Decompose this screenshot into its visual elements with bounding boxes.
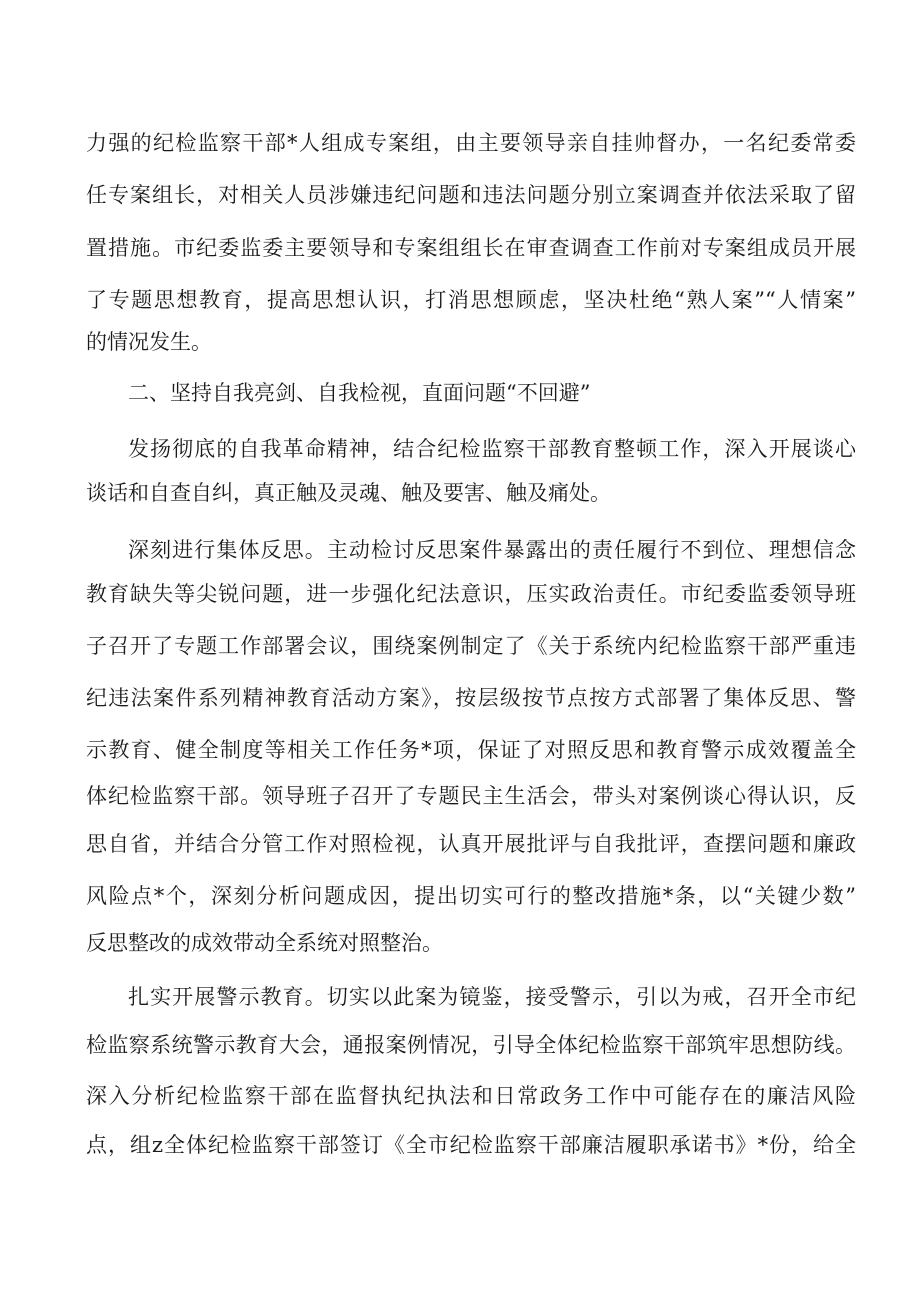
text-line: 示教育、健全制度等相关工作任务*项，保证了对照反思和教育警示成效覆盖全	[86, 738, 856, 762]
text-line: 的情况发生。	[86, 330, 212, 354]
section-heading: 二、坚持自我亮剑、自我检视，直面问题“不回避”	[128, 381, 591, 405]
text-line: 置措施。市纪委监委主要领导和专案组组长在审查调查工作前对专案组成员开展	[86, 236, 856, 260]
text-line: 深刻进行集体反思。主动检讨反思案件暴露出的责任履行不到位、理想信念	[128, 538, 856, 562]
text-line: 纪违法案件系列精神教育活动方案》，按层级按节点按方式部署了集体反思、警	[86, 686, 856, 710]
text-line: 思自省，并结合分管工作对照检视，认真开展批评与自我批评，查摆问题和廉政	[86, 832, 856, 856]
text-line: 教育缺失等尖锐问题，进一步强化纪法意识，压实政治责任。市纪委监委领导班	[86, 582, 856, 606]
text-line: 扎实开展警示教育。切实以此案为镜鉴，接受警示，引以为戒，召开全市纪	[128, 985, 856, 1009]
text-line: 点，组z全体纪检监察干部签订《全市纪检监察干部廉洁履职承诺书》*份，给全	[86, 1133, 856, 1157]
text-line: 了专题思想教育，提高思想认识，打消思想顾虑，坚决杜绝“熟人案”“人情案”	[86, 288, 856, 312]
text-line: 反思整改的成效带动全系统对照整治。	[86, 931, 443, 955]
text-line: 任专案组长，对相关人员涉嫌违纪问题和违法问题分别立案调查并依法采取了留	[86, 183, 856, 207]
text-line: 深入分析纪检监察干部在监督执纪执法和日常政务工作中可能存在的廉洁风险	[86, 1084, 856, 1108]
text-line: 风险点*个，深刻分析问题成因，提出切实可行的整改措施*条，以“关键少数”	[86, 884, 856, 908]
text-line: 子召开了专题工作部署会议，围绕案例制定了《关于系统内纪检监察干部严重违	[86, 634, 856, 658]
text-line: 发扬彻底的自我革命精神，结合纪检监察干部教育整顿工作，深入开展谈心	[128, 437, 856, 461]
text-line: 力强的纪检监察干部*人组成专案组，由主要领导亲自挂帅督办，一名纪委常委	[86, 131, 856, 155]
text-line: 谈话和自查自纠，真正触及灵魂、触及要害、触及痛处。	[86, 481, 611, 505]
text-line: 体纪检监察干部。领导班子召开了专题民主生活会，带头对案例谈心得认识，反	[86, 784, 856, 808]
text-line: 检监察系统警示教育大会，通报案例情况，引导全体纪检监察干部筑牢思想防线。	[86, 1033, 856, 1057]
